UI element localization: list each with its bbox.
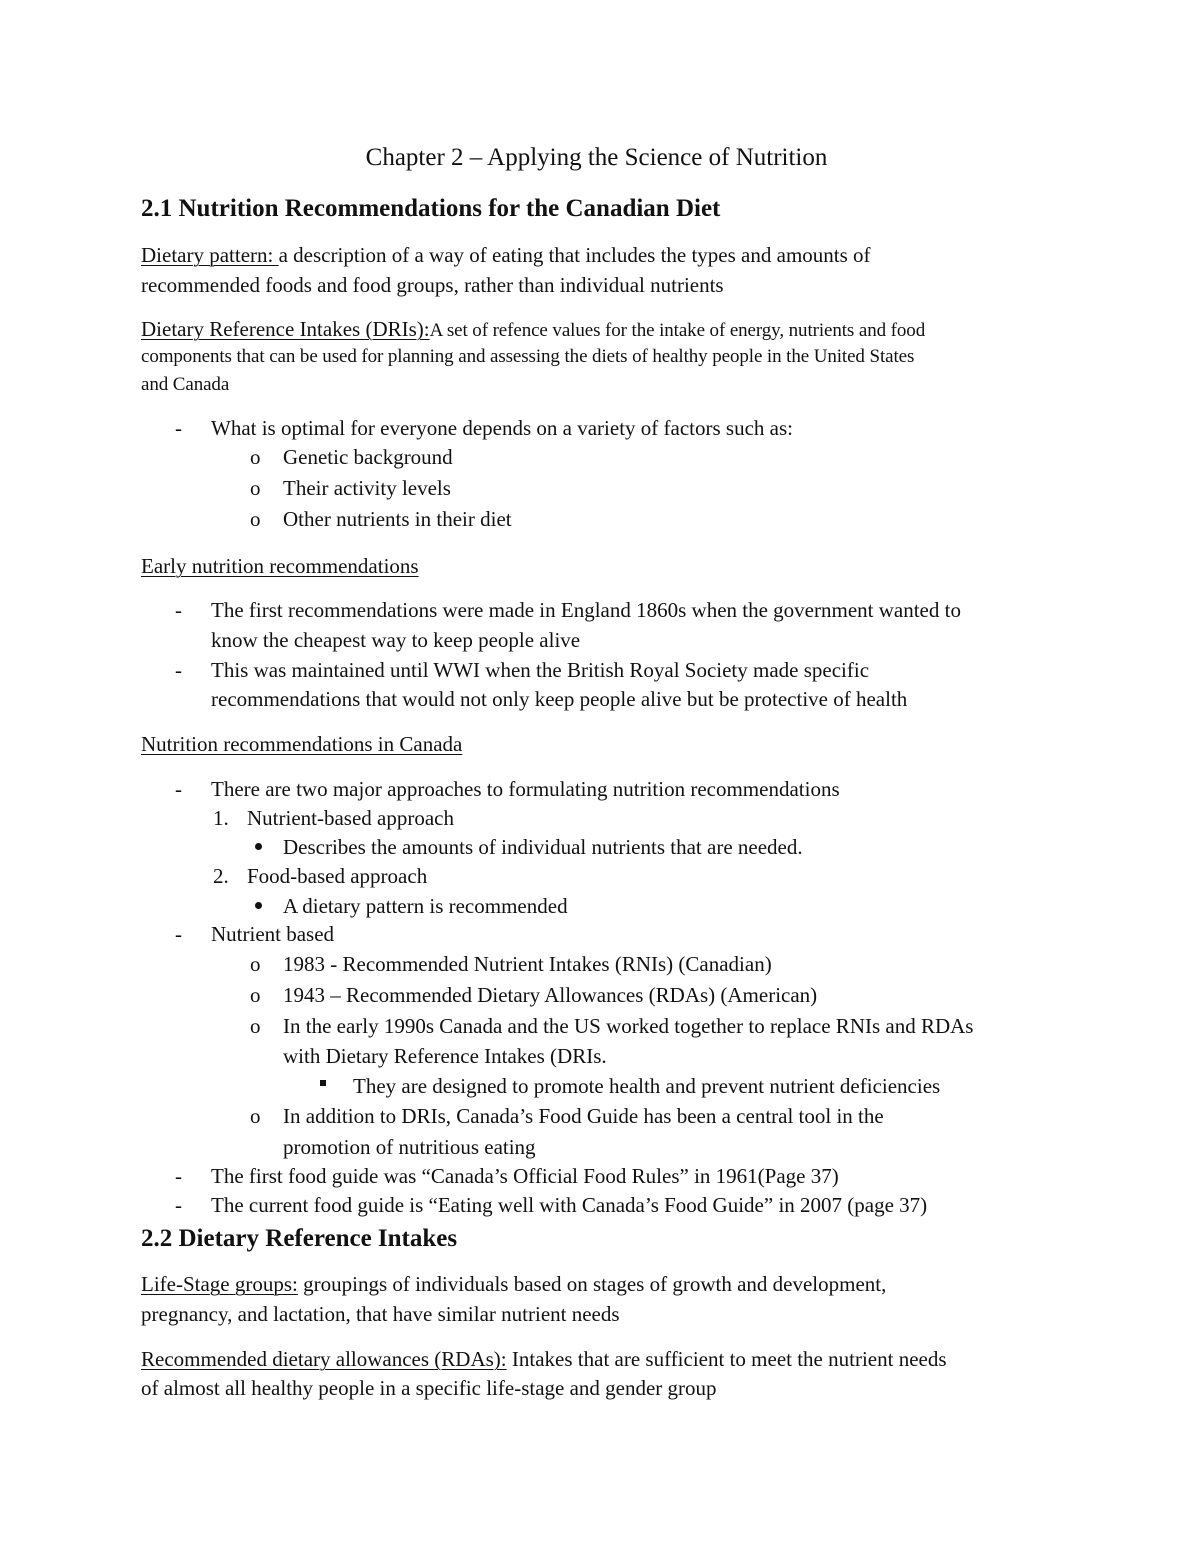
number-marker: 2. bbox=[213, 864, 229, 888]
current-food-guide: The current food guide is “Eating well with Canada’s Food Guide” in 2007 (page 37) bbox=[211, 1193, 928, 1217]
section-heading-2-2: 2.2 Dietary Reference Intakes bbox=[141, 1225, 458, 1252]
dash-bullet: - bbox=[175, 598, 182, 622]
early-bullet-1-line2: know the cheapest way to keep people alive bbox=[211, 628, 581, 652]
dris-line3: and Canada bbox=[141, 374, 230, 395]
dash-bullet: - bbox=[175, 1193, 182, 1217]
nutrient-based-text: Nutrient based bbox=[211, 922, 335, 946]
filled-bullet bbox=[255, 843, 262, 850]
circle-bullet: o bbox=[250, 1104, 261, 1128]
rda-item: 1943 – Recommended Dietary Allowances (RDAs) (American) bbox=[283, 983, 818, 1007]
circle-bullet: o bbox=[250, 476, 261, 500]
circle-bullet: o bbox=[250, 983, 261, 1007]
dris-line2: components that can be used for planning and assessing the diets of healthy people in the United States bbox=[141, 346, 915, 367]
dash-bullet: - bbox=[175, 416, 182, 440]
dash-bullet: - bbox=[175, 922, 182, 946]
filled-bullet bbox=[255, 902, 262, 909]
dris-definition: A set of refence values for the intake of energy, nutrients and food bbox=[429, 320, 926, 341]
food-guide-line1: In addition to DRIs, Canada’s Food Guide has been a central tool in the bbox=[283, 1104, 884, 1128]
factors-intro: What is optimal for everyone depends on a variety of factors such as: bbox=[211, 416, 793, 440]
lifestage-line2: pregnancy, and lactation, that have similar nutrient needs bbox=[141, 1302, 620, 1326]
rda-definition: Intakes that are sufficient to meet the nutrient needs bbox=[506, 1347, 947, 1371]
dietary-pattern-line2: recommended foods and food groups, rather than individual nutrients bbox=[141, 273, 724, 297]
rni-item: 1983 - Recommended Nutrient Intakes (RNIs) (Canadian) bbox=[283, 952, 772, 976]
dri-purpose: They are designed to promote health and prevent nutrient deficiencies bbox=[353, 1074, 941, 1098]
dash-bullet: - bbox=[175, 777, 182, 801]
food-guide-line2: promotion of nutritious eating bbox=[283, 1135, 536, 1159]
circle-bullet: o bbox=[250, 952, 261, 976]
dris-term: Dietary Reference Intakes (DRIs): bbox=[141, 317, 430, 341]
early-bullet-2-line1: This was maintained until WWI when the British Royal Society made specific bbox=[211, 658, 870, 682]
early-1990s-line1: In the early 1990s Canada and the US worked together to replace RNIs and RDAs bbox=[283, 1014, 974, 1038]
factor-item: Other nutrients in their diet bbox=[283, 507, 512, 531]
canada-heading: Nutrition recommendations in Canada bbox=[141, 732, 463, 756]
square-bullet bbox=[320, 1080, 326, 1086]
lifestage-term: Life-Stage groups: bbox=[141, 1272, 298, 1296]
early-bullet-1-line1: The first recommendations were made in England 1860s when the government wanted to bbox=[211, 598, 961, 622]
page-title: Chapter 2 – Applying the Science of Nutrition bbox=[365, 144, 828, 171]
nutrient-approach: Nutrient-based approach bbox=[247, 806, 454, 830]
lifestage-definition: groupings of individuals based on stages of growth and development, bbox=[297, 1272, 887, 1296]
early-1990s-line2: with Dietary Reference Intakes (DRIs. bbox=[283, 1044, 607, 1068]
rda-line2: of almost all healthy people in a specific life-stage and gender group bbox=[141, 1376, 717, 1400]
rda-term: Recommended dietary allowances (RDAs): bbox=[141, 1347, 507, 1371]
food-approach-desc: A dietary pattern is recommended bbox=[283, 894, 568, 918]
circle-bullet: o bbox=[250, 507, 261, 531]
dietary-pattern-paragraph bbox=[141, 240, 871, 270]
circle-bullet: o bbox=[250, 1014, 261, 1038]
dash-bullet: - bbox=[175, 658, 182, 682]
section-heading-2-1: 2.1 Nutrition Recommendations for the Canadian Diet bbox=[141, 195, 721, 222]
early-nutrition-heading: Early nutrition recommendations bbox=[141, 554, 419, 578]
nutrient-approach-desc: Describes the amounts of individual nutrients that are needed. bbox=[283, 835, 803, 859]
dietary-pattern-definition: a description of a way of eating that includes the types and amounts of bbox=[278, 243, 871, 267]
approaches-text: There are two major approaches to formulating nutrition recommendations bbox=[211, 777, 840, 801]
dietary-pattern-term: Dietary pattern: bbox=[141, 243, 279, 267]
factor-item: Their activity levels bbox=[283, 476, 451, 500]
factor-item: Genetic background bbox=[283, 445, 453, 469]
lifestage-paragraph bbox=[141, 1269, 886, 1299]
rda-paragraph bbox=[141, 1344, 947, 1374]
number-marker: 1. bbox=[213, 806, 229, 830]
circle-bullet: o bbox=[250, 445, 261, 469]
food-approach: Food-based approach bbox=[247, 864, 428, 888]
first-food-guide: The first food guide was “Canada’s Official Food Rules” in 1961(Page 37) bbox=[211, 1164, 839, 1188]
early-bullet-2-line2: recommendations that would not only keep people alive but be protective of health bbox=[211, 687, 908, 711]
dash-bullet: - bbox=[175, 1164, 182, 1188]
